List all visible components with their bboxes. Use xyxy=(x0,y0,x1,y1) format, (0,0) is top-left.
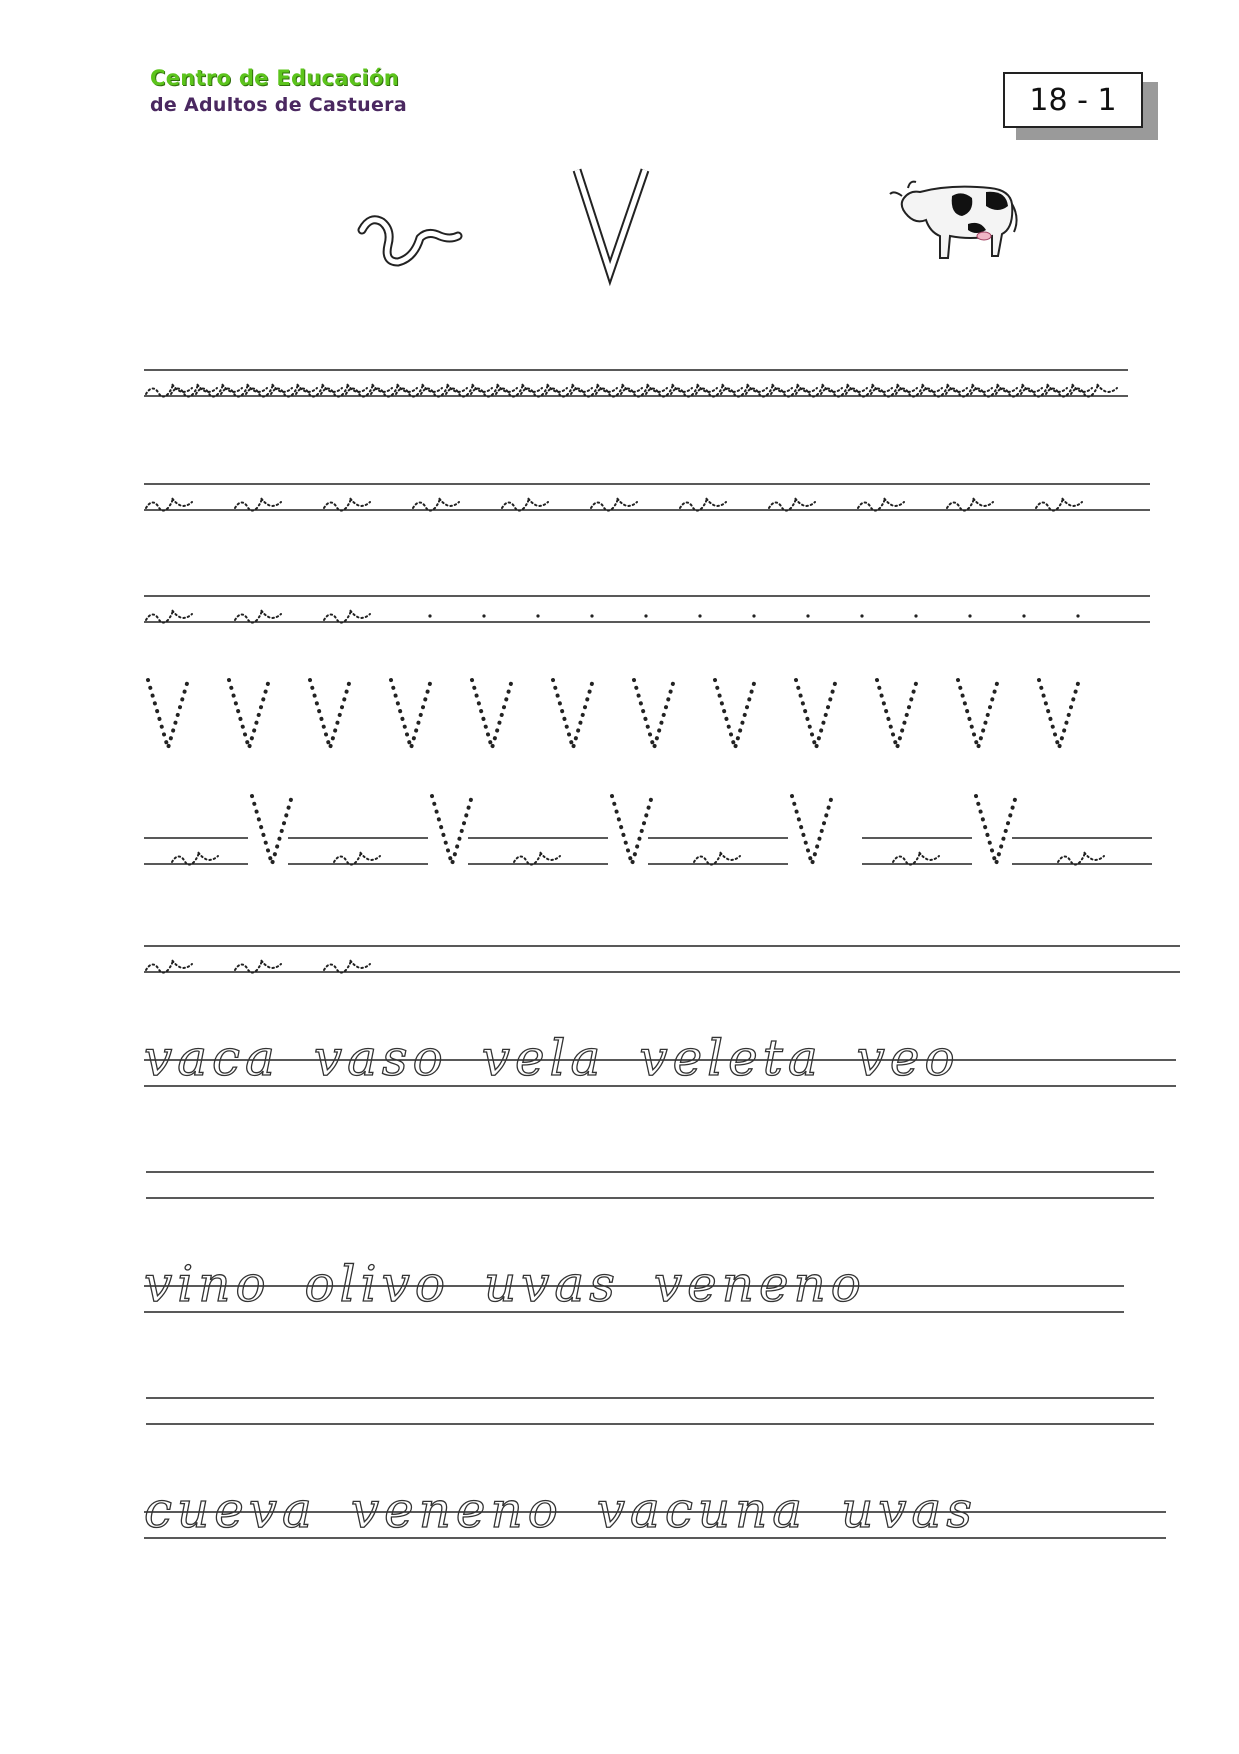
trace-dot xyxy=(644,614,647,617)
word-vaca: vaca xyxy=(144,1029,280,1087)
school-name-line1: Centro de Educación xyxy=(150,66,399,90)
word-row-1 xyxy=(144,1028,1144,1088)
dotted-print-v xyxy=(391,680,431,748)
dotted-cursive-v xyxy=(334,852,380,865)
dotted-cursive-v xyxy=(413,498,459,511)
trace-dot xyxy=(806,614,809,617)
dotted-print-v xyxy=(976,796,1016,864)
dotted-cursive-v xyxy=(591,498,637,511)
dotted-cursive-v xyxy=(146,498,192,511)
word-row-3 xyxy=(144,1480,1164,1540)
dotted-print-v xyxy=(796,680,836,748)
dotted-cursive-v xyxy=(947,498,993,511)
dotted-print-v xyxy=(472,680,512,748)
dotted-cursive-v xyxy=(146,960,192,973)
dotted-cursive-v xyxy=(1058,852,1104,865)
word-uvas: uvas xyxy=(483,1255,620,1313)
trace-dot xyxy=(752,614,755,617)
dotted-print-v xyxy=(553,680,593,748)
dotted-cursive-v xyxy=(858,498,904,511)
dotted-cursive-v xyxy=(324,498,370,511)
trace-dot xyxy=(428,614,431,617)
dotted-cursive-v xyxy=(1036,498,1082,511)
blank-practice-row-1 xyxy=(146,1172,1154,1198)
blank-practice-row-2 xyxy=(146,1398,1154,1424)
dotted-cursive-v xyxy=(769,498,815,511)
exercise-row-3 xyxy=(144,596,1150,623)
dotted-print-v xyxy=(1039,680,1079,748)
dotted-cursive-v xyxy=(502,498,548,511)
exercise-row-5-mixed xyxy=(144,796,1152,865)
word-row-2 xyxy=(144,1254,1144,1314)
trace-dot xyxy=(1076,614,1079,617)
school-name-line2: de Adultos de Castuera xyxy=(150,94,407,116)
word-veo: veo xyxy=(856,1029,960,1087)
dotted-cursive-v xyxy=(1071,384,1117,397)
model-cursive-v xyxy=(362,220,458,262)
word-cueva: cueva xyxy=(144,1481,317,1539)
trace-dot xyxy=(1022,614,1025,617)
word-veneno-2: veneno xyxy=(350,1481,563,1539)
dotted-print-v xyxy=(252,796,292,864)
dotted-print-v xyxy=(148,680,188,748)
dotted-cursive-v xyxy=(235,498,281,511)
dotted-print-v xyxy=(229,680,269,748)
trace-dot xyxy=(536,614,539,617)
word-veneno: veneno xyxy=(653,1255,866,1313)
trace-dot xyxy=(968,614,971,617)
exercise-row-1 xyxy=(144,370,1128,397)
dotted-cursive-v xyxy=(514,852,560,865)
dotted-cursive-v xyxy=(324,610,370,623)
dotted-cursive-v xyxy=(235,960,281,973)
trace-dot xyxy=(914,614,917,617)
dotted-cursive-v xyxy=(694,852,740,865)
dotted-cursive-v xyxy=(893,852,939,865)
model-print-v xyxy=(577,170,645,272)
trace-dot xyxy=(482,614,485,617)
row1-cursive-chain xyxy=(146,384,1117,397)
cow-picture xyxy=(890,182,1017,258)
word-vela: vela xyxy=(481,1029,606,1087)
dotted-cursive-v xyxy=(172,852,218,865)
dotted-print-v xyxy=(958,680,998,748)
dotted-cursive-v xyxy=(235,610,281,623)
exercise-row-2 xyxy=(144,484,1150,511)
word-vaso: vaso xyxy=(313,1029,448,1087)
trace-dot xyxy=(590,614,593,617)
word-uvas-2: uvas xyxy=(841,1481,977,1539)
trace-dot xyxy=(698,614,701,617)
dotted-cursive-v xyxy=(146,610,192,623)
trace-dot xyxy=(860,614,863,617)
dotted-print-v xyxy=(877,680,917,748)
dotted-print-v xyxy=(612,796,652,864)
word-vacuna: vacuna xyxy=(596,1481,808,1539)
word-vino: vino xyxy=(144,1255,271,1313)
page-number-box: 18 - 1 xyxy=(1003,72,1143,128)
dotted-print-v xyxy=(310,680,350,748)
word-olivo: olivo xyxy=(304,1255,450,1313)
dotted-cursive-v xyxy=(680,498,726,511)
dotted-print-v xyxy=(792,796,832,864)
dotted-print-v xyxy=(634,680,674,748)
exercise-row-4-print-v xyxy=(148,680,1079,748)
word-veleta: veleta xyxy=(639,1029,823,1087)
exercise-row-6 xyxy=(144,946,1180,973)
dotted-print-v xyxy=(432,796,472,864)
dotted-cursive-v xyxy=(324,960,370,973)
dotted-print-v xyxy=(715,680,755,748)
